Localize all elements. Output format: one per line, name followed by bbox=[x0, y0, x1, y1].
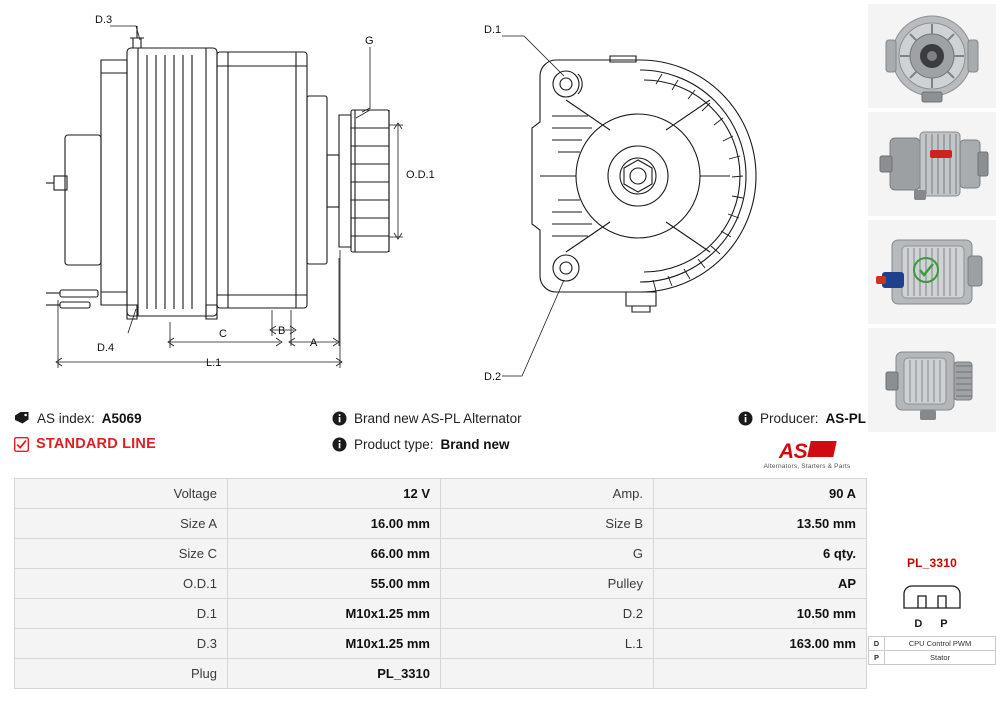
alternator-side-drawing bbox=[10, 0, 460, 398]
aspl-logo-bar bbox=[807, 441, 836, 457]
aspl-logo-subtitle: Alternators, Starters & Parts bbox=[763, 463, 851, 470]
alternator-front-photo bbox=[868, 4, 996, 108]
spec-value: M10x1.25 mm bbox=[228, 629, 441, 659]
plug-info-block bbox=[868, 556, 996, 665]
spec-key: G bbox=[441, 539, 654, 569]
alternator-connector-photo bbox=[868, 220, 996, 324]
product-type-label: Product type: bbox=[354, 436, 434, 452]
plug-legend-key: P bbox=[869, 651, 885, 665]
label-d2: D.2 bbox=[484, 371, 502, 383]
spec-key: Plug bbox=[15, 659, 228, 689]
info-circle-icon bbox=[332, 437, 347, 452]
spec-value: 55.00 mm bbox=[228, 569, 441, 599]
plug-legend-desc: Stator bbox=[885, 651, 996, 665]
spec-key: Voltage bbox=[15, 479, 228, 509]
standard-line-row bbox=[14, 431, 314, 457]
spec-value: 10.50 mm bbox=[654, 599, 867, 629]
spec-value: PL_3310 bbox=[228, 659, 441, 689]
table-row bbox=[15, 659, 867, 689]
spec-key: D.2 bbox=[441, 599, 654, 629]
label-c: C bbox=[219, 328, 227, 340]
plug-legend-row bbox=[869, 637, 996, 651]
aspl-logo-text: AS bbox=[778, 440, 808, 463]
spec-empty-cell bbox=[654, 659, 867, 689]
product-photo-gallery bbox=[868, 4, 996, 432]
photo-alternator-side-view[interactable] bbox=[868, 112, 996, 216]
label-g: G bbox=[365, 35, 374, 47]
info-col-left bbox=[14, 405, 314, 457]
photo-alternator-front-view[interactable] bbox=[868, 4, 996, 108]
aspl-logo-mark bbox=[779, 441, 835, 462]
label-b: B bbox=[278, 325, 286, 337]
spec-value: 13.50 mm bbox=[654, 509, 867, 539]
aspl-logo bbox=[748, 441, 866, 470]
plug-legend-desc: CPU Control PWM bbox=[885, 637, 996, 651]
spec-value: AP bbox=[654, 569, 867, 599]
spec-key: D.3 bbox=[15, 629, 228, 659]
spec-value: 163.00 mm bbox=[654, 629, 867, 659]
specification-table bbox=[14, 478, 867, 689]
spec-value: 6 qty. bbox=[654, 539, 867, 569]
plug-code: PL_3310 bbox=[906, 556, 958, 570]
photo-alternator-pulley-view[interactable] bbox=[868, 328, 996, 432]
spec-key: D.1 bbox=[15, 599, 228, 629]
spec-key: Size A bbox=[15, 509, 228, 539]
spec-empty-cell bbox=[441, 659, 654, 689]
label-a: A bbox=[310, 337, 318, 349]
alternator-front-drawing bbox=[460, 0, 860, 398]
photo-alternator-connector-view[interactable] bbox=[868, 220, 996, 324]
spec-value: 16.00 mm bbox=[228, 509, 441, 539]
alternator-side-photo bbox=[868, 112, 996, 216]
plug-legend-row bbox=[869, 651, 996, 665]
spec-key: Amp. bbox=[441, 479, 654, 509]
spec-key: O.D.1 bbox=[15, 569, 228, 599]
spec-key: Size B bbox=[441, 509, 654, 539]
front-view-svg bbox=[460, 0, 860, 398]
spec-key: Pulley bbox=[441, 569, 654, 599]
product-info-row bbox=[14, 405, 866, 470]
as-index-value: A5069 bbox=[101, 410, 142, 426]
product-type-value: Brand new bbox=[440, 436, 510, 452]
tag-icon bbox=[14, 411, 30, 425]
spec-key: Size C bbox=[15, 539, 228, 569]
info-circle-icon bbox=[332, 411, 347, 426]
technical-drawings bbox=[0, 0, 868, 398]
label-l1: L.1 bbox=[206, 357, 222, 369]
plug-legend-table bbox=[868, 636, 996, 665]
side-view-svg bbox=[10, 0, 460, 398]
table-row bbox=[15, 509, 867, 539]
producer-value: AS-PL bbox=[825, 410, 866, 426]
plug-diagram bbox=[868, 574, 996, 624]
producer-label: Producer: bbox=[759, 410, 819, 426]
as-index-label: AS index: bbox=[37, 410, 95, 426]
table-row bbox=[15, 539, 867, 569]
spec-value: 66.00 mm bbox=[228, 539, 441, 569]
label-d3: D.3 bbox=[95, 14, 113, 26]
info-circle-icon bbox=[738, 411, 753, 426]
label-od1: O.D.1 bbox=[406, 169, 435, 181]
product-type-line bbox=[332, 431, 662, 457]
info-col-right bbox=[636, 405, 866, 470]
as-index-line bbox=[14, 405, 314, 431]
checkbox-check-icon bbox=[14, 437, 29, 452]
spec-value: 90 A bbox=[654, 479, 867, 509]
plug-shape-svg bbox=[868, 574, 996, 622]
plug-legend-key: D bbox=[869, 637, 885, 651]
label-d1: D.1 bbox=[484, 24, 502, 36]
info-col-middle bbox=[332, 405, 662, 457]
spec-value: M10x1.25 mm bbox=[228, 599, 441, 629]
brand-new-text: Brand new AS-PL Alternator bbox=[354, 410, 522, 426]
spec-key: L.1 bbox=[441, 629, 654, 659]
brand-new-line bbox=[332, 405, 662, 431]
producer-line bbox=[636, 405, 866, 431]
label-d4: D.4 bbox=[97, 342, 115, 354]
alternator-pulley-photo bbox=[868, 328, 996, 432]
plug-pin-p: P bbox=[940, 618, 966, 630]
spec-value: 12 V bbox=[228, 479, 441, 509]
table-row bbox=[15, 629, 867, 659]
table-row bbox=[15, 599, 867, 629]
plug-pin-d: D bbox=[914, 618, 941, 630]
table-row bbox=[15, 569, 867, 599]
standard-line-label: STANDARD LINE bbox=[36, 436, 156, 452]
table-row bbox=[15, 479, 867, 509]
